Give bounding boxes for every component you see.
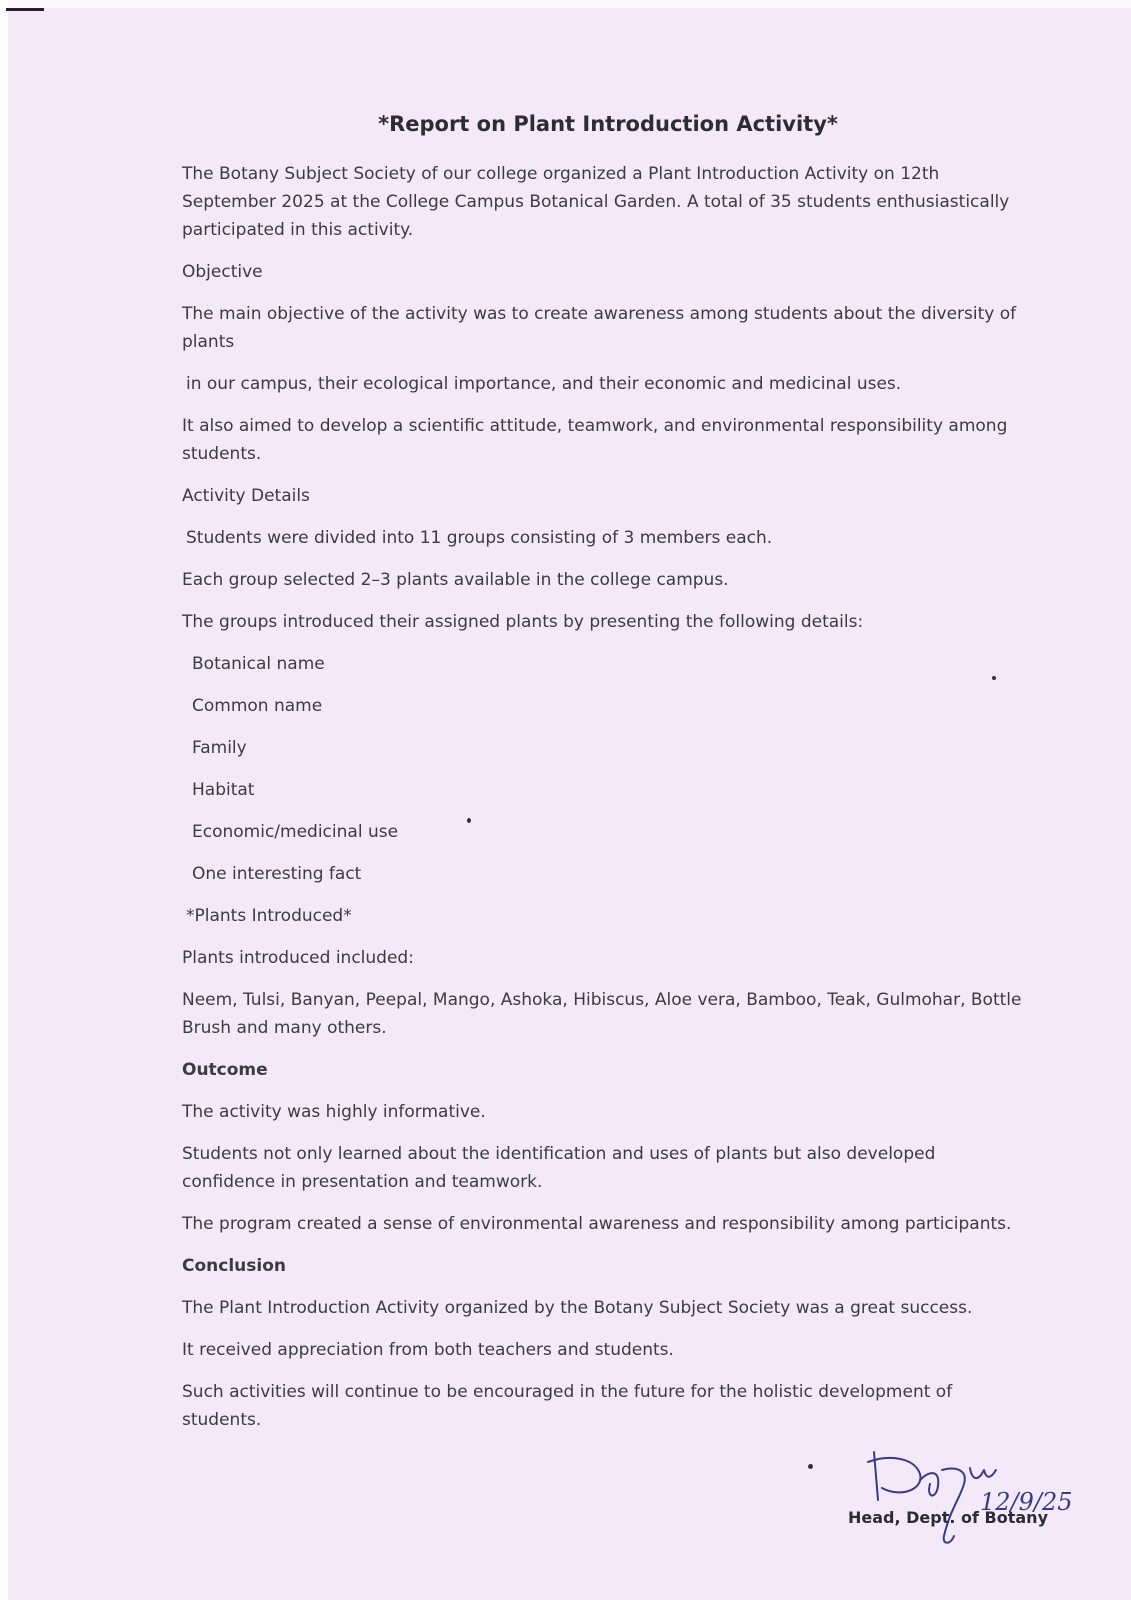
objective-paragraph-2: in our campus, their ecological importance, and their economic and medicinal uses. — [186, 374, 902, 394]
scan-edge-left — [0, 0, 8, 1600]
conclusion-paragraph-1: The Plant Introduction Activity organized by the Botany Subject Society was a great success. — [182, 1298, 973, 1318]
objective-paragraph-3: It also aimed to develop a scientific attitude, teamwork, and environmental responsibility among students. — [182, 416, 1008, 464]
scan-corner-mark — [6, 8, 44, 11]
ink-dot — [467, 818, 471, 823]
signature-date: 12/9/25 — [980, 1488, 1073, 1516]
ink-dot — [808, 1464, 813, 1469]
activity-paragraph-2: Each group selected 2–3 plants available in the college campus. — [182, 570, 729, 590]
ink-dot — [992, 676, 996, 680]
report-title: *Report on Plant Introduction Activity* — [378, 112, 838, 136]
detail-item: Habitat — [192, 780, 255, 800]
plants-list: Neem, Tulsi, Banyan, Peepal, Mango, Ashoka, Hibiscus, Aloe vera, Bamboo, Teak, Gulmohar, Bottle Brush and many others. — [182, 990, 1022, 1038]
signature-block — [820, 1440, 1100, 1560]
detail-item: Economic/medicinal use — [192, 822, 399, 842]
report-body — [182, 160, 1032, 1448]
conclusion-paragraph-3: Such activities will continue to be encouraged in the future for the holistic development of students. — [182, 1382, 953, 1430]
scan-edge-top — [8, 0, 1131, 8]
conclusion-paragraph-2: It received appreciation from both teachers and students. — [182, 1340, 674, 1360]
detail-item: Common name — [192, 696, 323, 716]
detail-item: One interesting fact — [192, 864, 362, 884]
detail-item: Botanical name — [192, 654, 325, 674]
outcome-paragraph-3: The program created a sense of environmental awareness and responsibility among participants. — [182, 1214, 1012, 1234]
signatory-label: Head, Dept. of Botany — [848, 1508, 1048, 1527]
outcome-paragraph-1: The activity was highly informative. — [182, 1102, 486, 1122]
plants-intro: Plants introduced included: — [182, 948, 414, 968]
intro-paragraph: The Botany Subject Society of our college organized a Plant Introduction Activity on 12th September 2025 at the College Campus Botanical Garden. A total of 35 students enthusiastically participated in this activity. — [182, 164, 1010, 240]
objective-paragraph-1: The main objective of the activity was to create awareness among students about the diversity of plants — [182, 304, 1017, 352]
outcome-heading: Outcome — [182, 1060, 268, 1080]
detail-item: Family — [192, 738, 247, 758]
activity-paragraph-3: The groups introduced their assigned plants by presenting the following details: — [182, 612, 864, 632]
activity-paragraph-1: Students were divided into 11 groups consisting of 3 members each. — [186, 528, 773, 548]
conclusion-heading: Conclusion — [182, 1256, 286, 1276]
outcome-paragraph-2: Students not only learned about the identification and uses of plants but also developed confidence in presentation and teamwork. — [182, 1144, 936, 1192]
activity-details-heading: Activity Details — [182, 486, 310, 506]
objective-heading: Objective — [182, 262, 263, 282]
handwritten-signature — [860, 1440, 1080, 1550]
plants-introduced-heading: *Plants Introduced* — [186, 906, 352, 926]
